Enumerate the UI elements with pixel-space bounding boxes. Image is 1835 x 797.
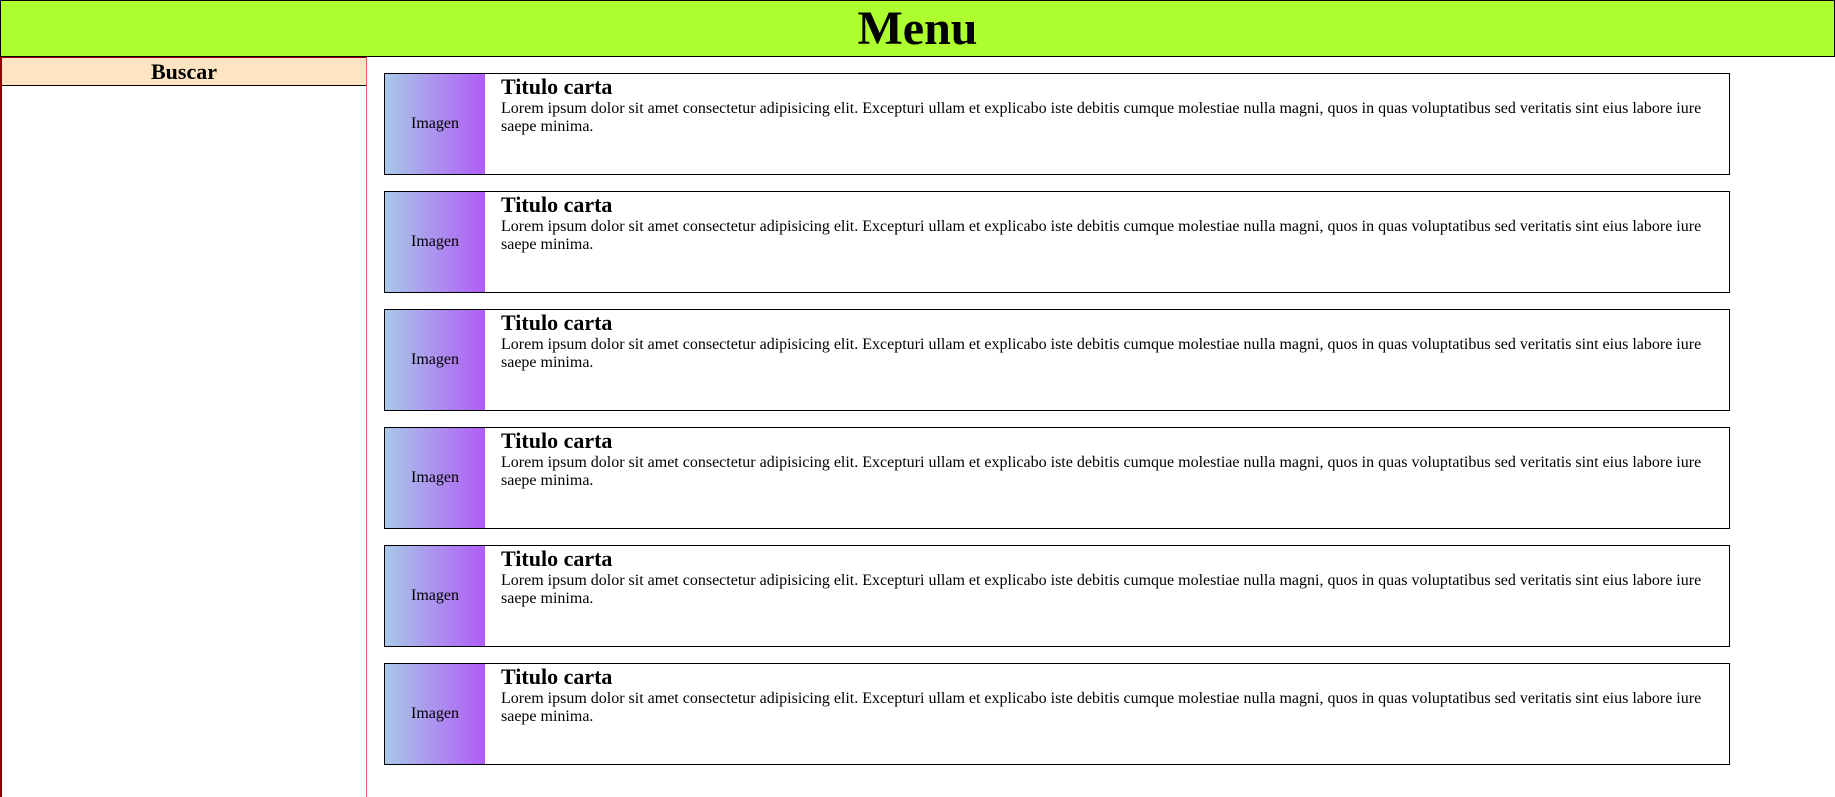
card-title: Titulo carta [501,74,613,99]
card-body [485,664,1729,764]
card-image-placeholder: Imagen [385,74,485,174]
card-title: Titulo carta [501,310,613,335]
card-image-placeholder: Imagen [385,664,485,764]
page-title: Menu [857,2,978,55]
card-title: Titulo carta [501,664,613,689]
card-body [485,546,1729,646]
card[interactable] [384,545,1730,647]
card-image-placeholder: Imagen [385,192,485,292]
card[interactable] [384,663,1730,765]
card-text: Lorem ipsum dolor sit amet consectetur adipisicing elit. Excepturi ullam et explicabo iste debitis cumque molestiae nulla magni, quos in quas voluptatibus sed veritatis sint eius labore iure saepe minima. [501,336,1702,371]
sidebar [0,57,367,797]
card-list [384,73,1730,781]
card-title: Titulo carta [501,428,613,453]
card-text: Lorem ipsum dolor sit amet consectetur adipisicing elit. Excepturi ullam et explicabo iste debitis cumque molestiae nulla magni, quos in quas voluptatibus sed veritatis sint eius labore iure saepe minima. [501,690,1702,725]
page-header [0,0,1835,57]
card-image-placeholder: Imagen [385,546,485,646]
card-text: Lorem ipsum dolor sit amet consectetur adipisicing elit. Excepturi ullam et explicabo iste debitis cumque molestiae nulla magni, quos in quas voluptatibus sed veritatis sint eius labore iure saepe minima. [501,454,1702,489]
card-title: Titulo carta [501,192,613,217]
sidebar-title: Buscar [2,58,366,86]
card-text: Lorem ipsum dolor sit amet consectetur adipisicing elit. Excepturi ullam et explicabo iste debitis cumque molestiae nulla magni, quos in quas voluptatibus sed veritatis sint eius labore iure saepe minima. [501,100,1702,135]
card-body [485,428,1729,528]
card[interactable] [384,427,1730,529]
card-image-placeholder: Imagen [385,428,485,528]
card-title: Titulo carta [501,546,613,571]
card[interactable] [384,191,1730,293]
card-body [485,74,1729,174]
card[interactable] [384,73,1730,175]
card-text: Lorem ipsum dolor sit amet consectetur adipisicing elit. Excepturi ullam et explicabo iste debitis cumque molestiae nulla magni, quos in quas voluptatibus sed veritatis sint eius labore iure saepe minima. [501,572,1702,607]
card[interactable] [384,309,1730,411]
card-body [485,192,1729,292]
card-image-placeholder: Imagen [385,310,485,410]
card-text: Lorem ipsum dolor sit amet consectetur adipisicing elit. Excepturi ullam et explicabo iste debitis cumque molestiae nulla magni, quos in quas voluptatibus sed veritatis sint eius labore iure saepe minima. [501,218,1702,253]
card-body [485,310,1729,410]
